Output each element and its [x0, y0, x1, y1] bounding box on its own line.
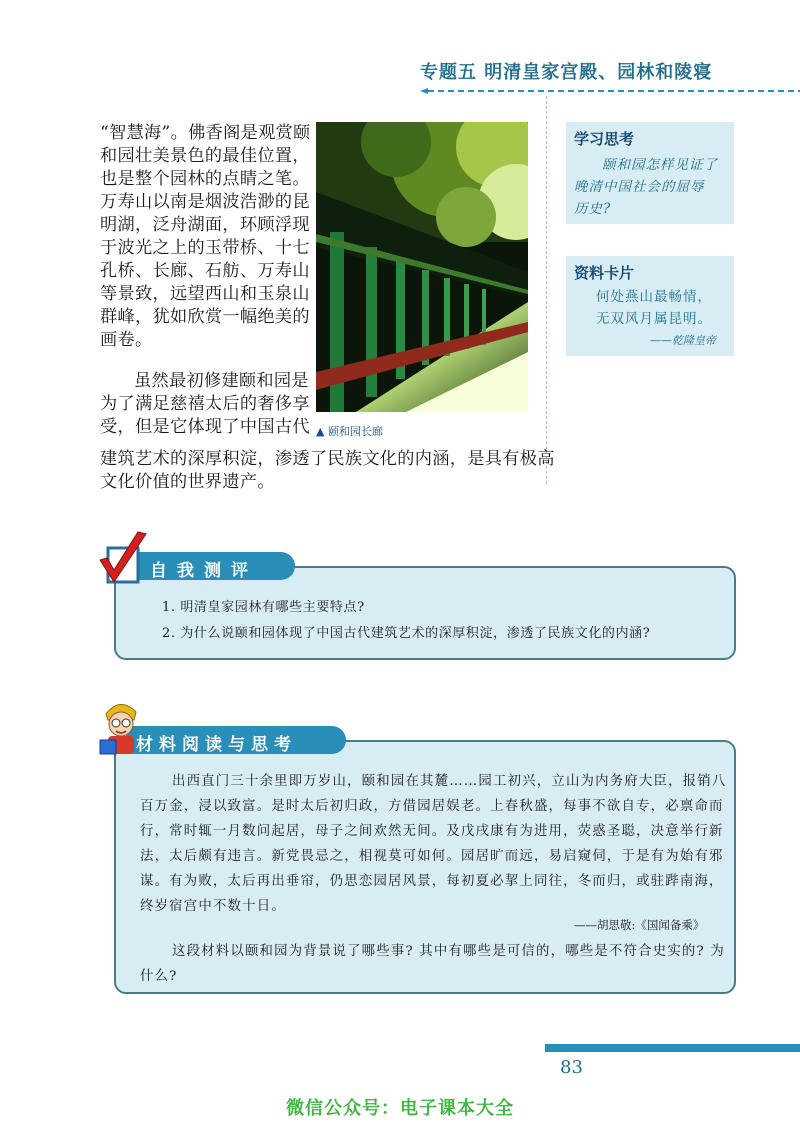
reading-title: 材料阅读与思考 — [136, 735, 297, 755]
reading-line: 行，常时辄一月数问起居，母子之间欢然无间。及戊戌康有为进用，荧惑圣聪，决意举行新 — [140, 824, 724, 839]
body-line: 虽然最初修建颐和园是 — [134, 371, 309, 391]
data-card-box — [566, 256, 734, 356]
body-line: 画卷。 — [100, 330, 153, 350]
body-line: 群峰，犹如欣赏一幅绝美的 — [100, 307, 310, 327]
body-line: 于波光之上的玉带桥、十七 — [100, 238, 310, 258]
reading-question: 这段材料以颐和园为背景说了哪些事? 其中有哪些是可信的，哪些是不符合史实的? 为 — [172, 944, 725, 959]
reading-line: 终岁宿宫中不数十日。 — [140, 899, 286, 914]
test-question-2: 2. 为什么说颐和园体现了中国古代建筑艺术的深厚积淀，渗透了民族文化的内涵? — [162, 626, 651, 641]
reading-line: 谋。有为败，太后再出垂帘，仍思恋园居风景，每初夏必挈上同往，冬而归，或驻跸南海， — [140, 874, 724, 889]
test-question-1: 1. 明清皇家园林有哪些主要特点? — [162, 600, 365, 615]
study-think-heading: 学习思考 — [574, 130, 635, 148]
footer-bar — [545, 1044, 800, 1052]
body-line: 也是整个园林的点睛之笔。 — [100, 169, 310, 189]
chapter-title: 专题五 明清皇家宫殿、园林和陵寝 — [420, 62, 713, 83]
column-divider — [546, 96, 547, 484]
body-line: 为了满足慈禧太后的奢侈享 — [100, 394, 310, 414]
body-line: 万寿山以南是烟波浩渺的昆 — [100, 192, 310, 212]
body-line: 明湖，泛舟湖面，环顾浮现 — [100, 215, 310, 235]
long-corridor-photo — [316, 122, 528, 412]
study-think-box — [566, 122, 734, 224]
body-line: “智慧海”。佛香阁是观赏颐 — [100, 123, 311, 143]
checkmark-icon — [94, 530, 150, 590]
wechat-watermark: 微信公众号：电子课本大全 — [286, 1098, 514, 1119]
reading-source: ——胡思敬:《国闻备乘》 — [574, 918, 705, 932]
study-think-text: 历史? — [574, 201, 612, 217]
body-line: 和园壮美景色的最佳位置， — [100, 146, 310, 166]
reading-line: 百万金，浸以致富。是时太后初归政，方借园居娱老。上春秋盛，每事不欲自专，必禀命而 — [140, 799, 724, 814]
self-test-title: 自我测评 — [150, 561, 258, 581]
poem-source: ——乾隆皇帝 — [650, 334, 716, 347]
header-rule — [420, 88, 800, 94]
body-line: 文化价值的世界遗产。 — [100, 472, 275, 492]
study-think-text: 晚清中国社会的屈辱 — [574, 179, 705, 195]
body-line: 等景致，远望西山和玉泉山 — [100, 284, 310, 304]
study-think-text: 颐和园怎样见证了 — [602, 157, 718, 173]
reading-question: 什么? — [140, 969, 178, 984]
page-number: 83 — [560, 1057, 583, 1078]
photo-caption: ▲ 颐和园长廊 — [316, 425, 383, 438]
poem-line: 无双风月属昆明。 — [596, 311, 712, 327]
body-line: 孔桥、长廊、石舫、万寿山 — [100, 261, 310, 281]
reading-line: 出西直门三十余里即万岁山，颐和园在其麓……园工初兴，立山为内务府大臣，报销八 — [172, 774, 727, 789]
data-card-heading: 资料卡片 — [574, 264, 635, 282]
poem-line: 何处燕山最畅情， — [596, 289, 712, 305]
reading-line: 法，太后颇有违言。新党畏忌之，相视莫可如何。园居旷而远，易启窥伺，于是有为始有邪 — [140, 849, 724, 864]
body-line: 建筑艺术的深厚积淀，渗透了民族文化的内涵，是具有极高 — [100, 449, 555, 469]
body-line: 受，但是它体现了中国古代 — [100, 417, 310, 437]
